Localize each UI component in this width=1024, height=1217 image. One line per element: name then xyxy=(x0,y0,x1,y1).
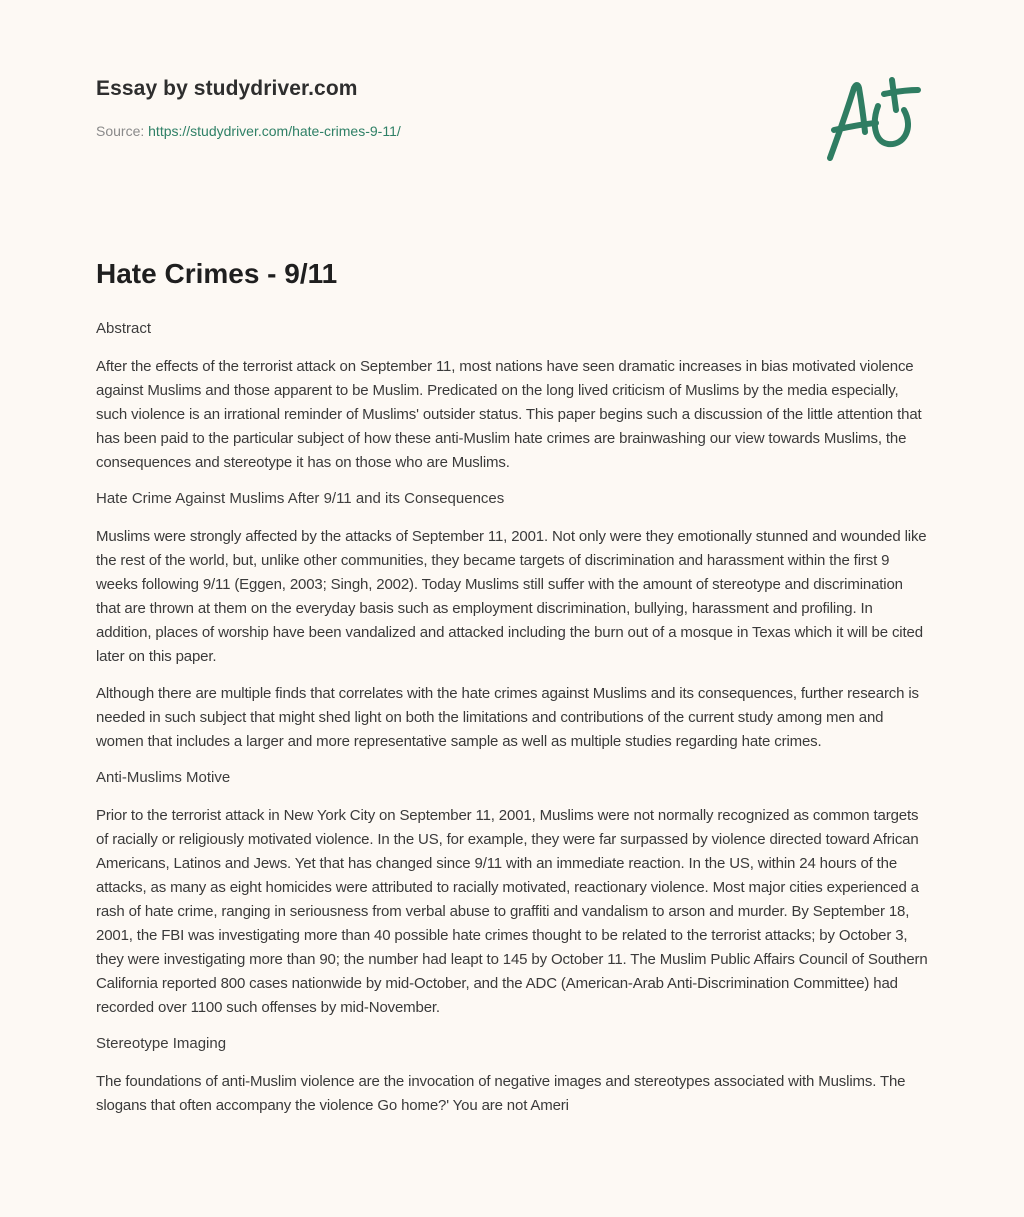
a-plus-grade-icon xyxy=(820,66,930,166)
paragraph: After the effects of the terrorist attack on September 11, most nations have seen dramatic increases in bias motivated violence against Muslims and those apparent to be Muslim. Predicated on the long lived criticism of Muslims by the media especially, such violence is an irrational reminder of Muslims' outsider status. This paper begins such a discussion of the little attention that has been paid to the particular subject of how these anti-Muslim hate crimes are brainwashing our view towards Muslims, the consequences and stereotype it has on those who are Muslims. xyxy=(96,358,922,471)
essay-title: Hate Crimes - 9/11 xyxy=(96,258,338,289)
source-line xyxy=(96,121,928,141)
paragraph: The foundations of anti-Muslim violence are the invocation of negative images and stereotypes associated with Muslims. The slogans that often accompany the violence Go home?' You are not Ameri xyxy=(96,1073,906,1114)
source-label: Source: xyxy=(96,123,145,139)
paragraph: Prior to the terrorist attack in New York City on September 11, 2001, Muslims were not normally recognized as common targets of racially or religiously motivated violence. In the US, for example, they were far surpassed by violence directed toward African Americans, Latinos and Jews. Yet that has changed since 9/11 with an immediate reaction. In the US, within 24 hours of the attacks, as many as eight homicides were attributed to racially motivated, reactionary violence. Most major cities experienced a rash of hate crime, ranging in seriousness from verbal abuse to graffiti and vandalism to arson and murder. By September 18, 2001, the FBI was investigating more than 40 possible hate crimes thought to be related to the terrorist attacks; by October 3, they were investigating more than 90; the number had leapt to 145 by October 11. The Muslim Public Affairs Council of Southern California reported 800 cases nationwide by mid-October, and the ADC (American-Arab Anti-Discrimination Committee) had recorded over 1100 such offenses by mid-November. xyxy=(96,807,928,1016)
page-header xyxy=(96,74,928,141)
section-anti-muslims-motive xyxy=(96,767,930,1020)
brand-title: Essay by studydriver.com xyxy=(96,77,358,100)
essay-content xyxy=(96,256,930,1131)
source-link[interactable]: https://studydriver.com/hate-crimes-9-11/ xyxy=(148,123,401,139)
section-hate-crime-consequences xyxy=(96,488,930,754)
section-heading: Stereotype Imaging xyxy=(96,1035,227,1052)
paragraph: Muslims were strongly affected by the attacks of September 11, 2001. Not only were they emotionally stunned and wounded like the rest of the world, but, unlike other communities, they became targets of discrimination and harassment within the first 9 weeks following 9/11 (Eggen, 2003; Singh, 2002). Today Muslims still suffer with the amount of stereotype and discrimination that are thrown at them on the everyday basis such as employment discrimination, bullying, harassment and profiling. In addition, places of worship have been vandalized and attacked including the burn out of a mosque in Texas which it will be cited later on this paper. xyxy=(96,528,927,665)
section-heading: Abstract xyxy=(96,320,152,337)
paragraph: Although there are multiple finds that correlates with the hate crimes against Muslims and its consequences, further research is needed in such subject that might shed light on both the limitations and contributions of the current study among men and women that includes a larger and more representative sample as well as multiple studies regarding hate crimes. xyxy=(96,685,919,750)
section-stereotype-imaging xyxy=(96,1033,930,1118)
section-heading: Anti-Muslims Motive xyxy=(96,769,231,786)
section-heading: Hate Crime Against Muslims After 9/11 and its Consequences xyxy=(96,490,505,507)
section-abstract xyxy=(96,318,930,475)
